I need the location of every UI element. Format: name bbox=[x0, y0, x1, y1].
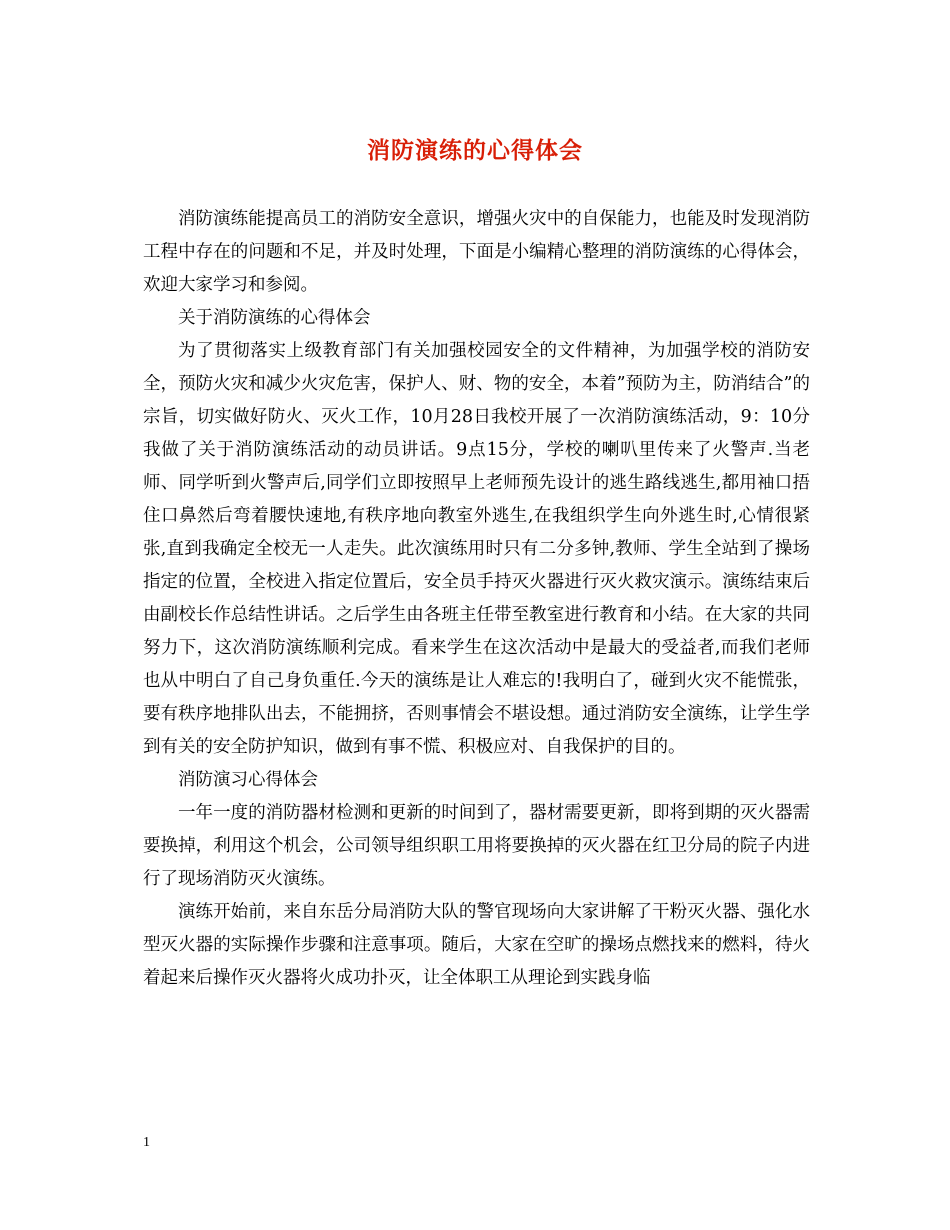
section-2-paragraph-1: 一年一度的消防器材检测和更新的时间到了，器材需要更新，即将到期的灭火器需要换掉，利用这个机会，公司领导组织职工用将要换掉的灭火器在红卫分局的院子内进行了现场消防灭火演练。 bbox=[143, 803, 810, 889]
section-heading-1: 关于消防演练的心得体会 bbox=[178, 308, 371, 328]
section-2-paragraph-2: 演练开始前，来自东岳分局消防大队的警官现场向大家讲解了干粉灭火器、强化水型灭火器的实际操作步骤和注意事项。随后，大家在空旷的操场点燃找来的燃料，待火着起来后操作灭火器将火成功扑灭，让全体职工从理论到实践身临 bbox=[143, 902, 810, 988]
intro-paragraph: 消防演练能提高员工的消防安全意识，增强火灾中的自保能力，也能及时发现消防工程中存在的问题和不足，并及时处理，下面是小编精心整理的消防演练的心得体会，欢迎大家学习和参阅。 bbox=[143, 209, 810, 295]
section-heading-2: 消防演习心得体会 bbox=[178, 770, 318, 790]
document-body bbox=[143, 203, 810, 995]
page-number: 1 bbox=[143, 1135, 150, 1150]
document-title: 消防演练的心得体会 bbox=[367, 137, 583, 164]
section-1-paragraph: 为了贯彻落实上级教育部门有关加强校园安全的文件精神，为加强学校的消防安全，预防火灾和减少火灾危害，保护人、财、物的安全，本着”预防为主，防消结合”的宗旨，切实做好防火、灭火工作，10月28日我校开展了一次消防演练活动，9：10分我做了关于消防演练活动的动员讲话。9点15分，学校的喇叭里传来了火警声.当老师、同学听到火警声后,同学们立即按照早上老师预先设计的逃生路线逃生,都用袖口捂住口鼻然后弯着腰快速地,有秩序地向教室外逃生,在我组织学生向外逃生时,心情很紧张,直到我确定全校无一人走失。此次演练用时只有二分多钟,教师、学生全站到了操场指定的位置，全校进入指定位置后，安全员手持灭火器进行灭火救灾演示。演练结束后由副校长作总结性讲话。之后学生由各班主任带至教室进行教育和小结。在大家的共同努力下，这次消防演练顺利完成。看来学生在这次活动中是最大的受益者,而我们老师也从中明白了自己身负重任.今天的演练是让人难忘的!我明白了，碰到火灾不能慌张，要有秩序地排队出去，不能拥挤，否则事情会不堪设想。通过消防安全演练，让学生学到有关的安全防护知识，做到有事不慌、积极应对、自我保护的目的。 bbox=[143, 341, 810, 757]
